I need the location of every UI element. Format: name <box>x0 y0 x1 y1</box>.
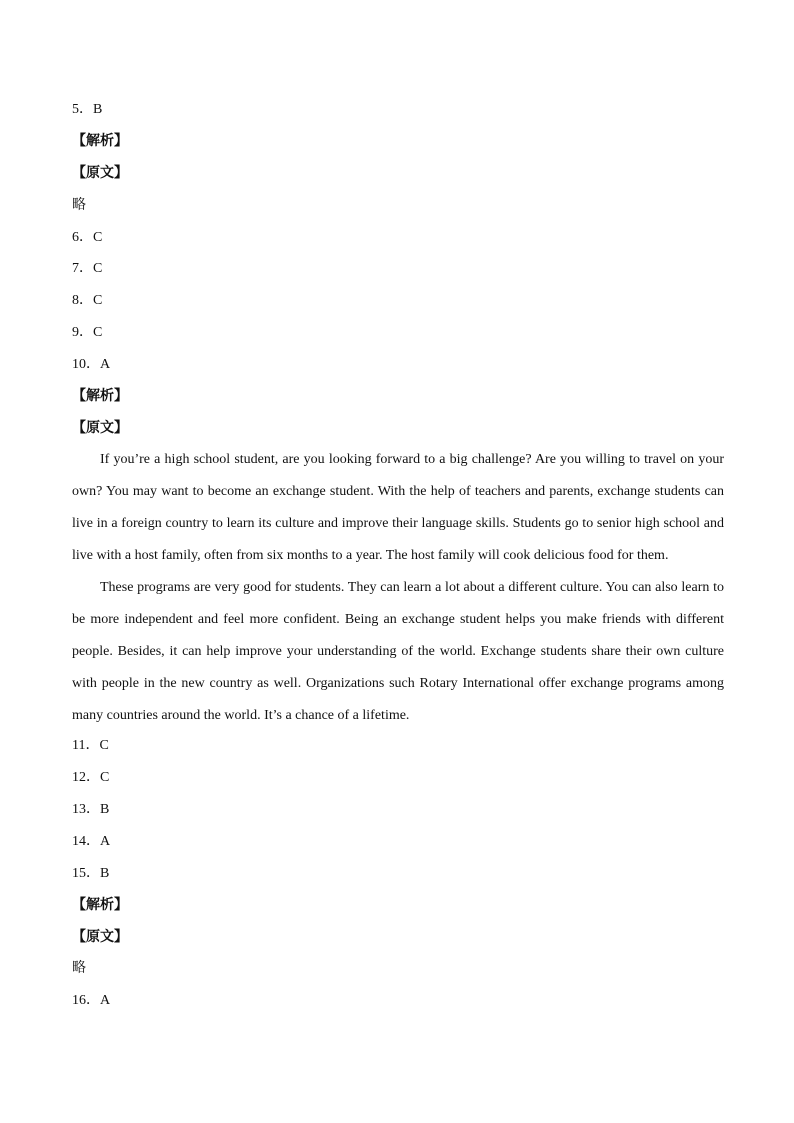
omitted-note: 略 <box>72 198 86 213</box>
analysis-heading: 【解析】 <box>72 898 128 913</box>
passage-paragraph: If you’re a high school student, are you looking forward to a big challenge? Are you willing to travel on your own? You may want to become an exchange student. With the help of teachers and parents, exchange students can live in a foreign country to learn its culture and improve their language skills. Students go to senior high school and live with a host family, often from six months to a year. The host family will cook delicious food for them. <box>72 452 724 563</box>
answer-11: 11．C <box>72 738 109 753</box>
original-text-heading: 【原文】 <box>72 421 128 436</box>
answer-8: 8．C <box>72 293 103 308</box>
analysis-heading: 【解析】 <box>72 389 128 404</box>
original-text-heading: 【原文】 <box>72 166 128 181</box>
analysis-heading: 【解析】 <box>72 134 128 149</box>
answer-14: 14．A <box>72 834 111 849</box>
answer-16: 16．A <box>72 993 111 1008</box>
passage-paragraph: These programs are very good for students. They can learn a lot about a different culture. You can also learn to be more independent and feel more confident. Being an exchange student helps you make friends with different people. Besides, it can help improve your understanding of the world. Exchange students share their own culture with people in the new country as well. Organizations such Rotary International offer exchange programs among many countries around the world. It’s a chance of a lifetime. <box>72 580 724 723</box>
answer-9: 9．C <box>72 325 103 340</box>
answer-6: 6．C <box>72 230 103 245</box>
answer-13: 13．B <box>72 802 110 817</box>
answer-15: 15．B <box>72 866 110 881</box>
omitted-note: 略 <box>72 961 86 976</box>
answer-12: 12．C <box>72 770 110 785</box>
answer-10: 10．A <box>72 357 111 372</box>
answer-5: 5．B <box>72 102 103 117</box>
answer-7: 7．C <box>72 261 103 276</box>
original-text-heading: 【原文】 <box>72 930 128 945</box>
